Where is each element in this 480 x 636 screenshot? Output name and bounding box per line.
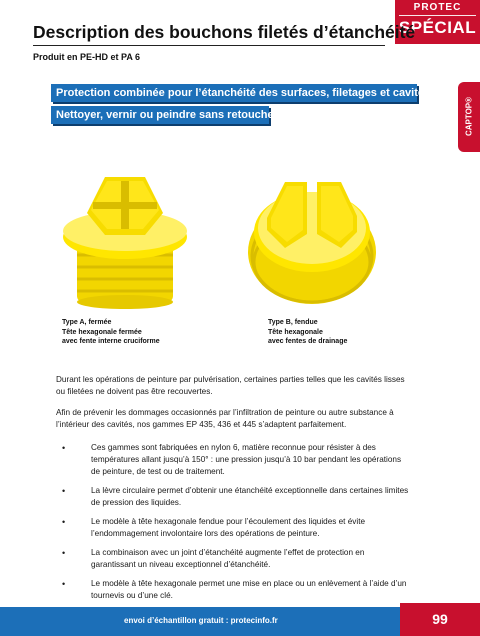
highlight-banner-2: Nettoyer, vernir ou peindre sans retouche. — [51, 106, 269, 124]
body-paragraph: Afin de prévenir les dommages occasionnés par l’infiltration de peinture ou autre substance à l’intérieur des cavités, nos gammes EP 435, 436 et 445 s’adaptent parfaitement. — [56, 408, 394, 429]
body-paragraph: Durant les opérations de peinture par pulvérisation, certaines parties telles que les cavités lisses ou filetées ne doivent pas être recouvertes. — [56, 375, 405, 396]
caption-line: Type A, fermée — [62, 319, 112, 326]
plug-type-b-image — [245, 170, 380, 315]
page-number: 99 — [432, 611, 448, 627]
caption-line: Type B, fendue — [268, 319, 318, 326]
feature-list-item: • La combinaison avec un joint d’étanchéité augmente l’effet de protection en garantissant un niveau exceptionnel d’étanchéité. — [56, 547, 411, 571]
page-title: Description des bouchons filetés d’étanchéité — [33, 22, 416, 42]
feature-list — [56, 442, 411, 609]
caption-line: Tête hexagonale — [268, 328, 323, 336]
title-underline — [33, 45, 385, 46]
side-tab-label: CAPTOP® — [464, 96, 474, 137]
feature-list-item: • Le modèle à tête hexagonale fendue pour l’écoulement des liquides et évite l’endommagement involontaire lors des opérations de peinture. — [56, 516, 411, 540]
footer-sample-link[interactable]: envoi d’échantillon gratuit : protecinfo.fr — [124, 616, 278, 625]
feature-list-item: • La lèvre circulaire permet d’obtenir une étanchéité exceptionnelle dans certaines limites de pression des liquides. — [56, 485, 411, 509]
brand-divider — [399, 15, 476, 16]
feature-list-item: • Le modèle à tête hexagonale permet une mise en place ou un enlèvement à l’aide d’un tournevis ou d’une clé. — [56, 578, 411, 602]
caption-line: avec fente interne cruciforme — [62, 338, 160, 345]
caption-line: Tête hexagonale fermée — [62, 328, 142, 336]
feature-list-item: • Ces gammes sont fabriquées en nylon 6, matière reconnue pour résister à des températures allant jusqu’à 150° : une pression jusqu’à 10 bar pendant les opérations de peinture, de test ou de traitement. — [56, 442, 411, 478]
caption-type-a — [62, 318, 160, 347]
caption-type-b — [268, 318, 347, 347]
section-label: SPÉCIAL — [398, 18, 477, 37]
page-subtitle: Produit en PE-HD et PA 6 — [33, 52, 141, 62]
brand-name: PROTEC — [413, 2, 462, 13]
side-tab — [458, 82, 480, 152]
caption-line: avec fentes de drainage — [268, 338, 348, 345]
plug-type-a-image — [55, 155, 195, 310]
highlight-banner-1: Protection combinée pour l’étanchéité des surfaces, filetages et cavités. — [51, 84, 417, 102]
page-number-box — [400, 603, 480, 636]
